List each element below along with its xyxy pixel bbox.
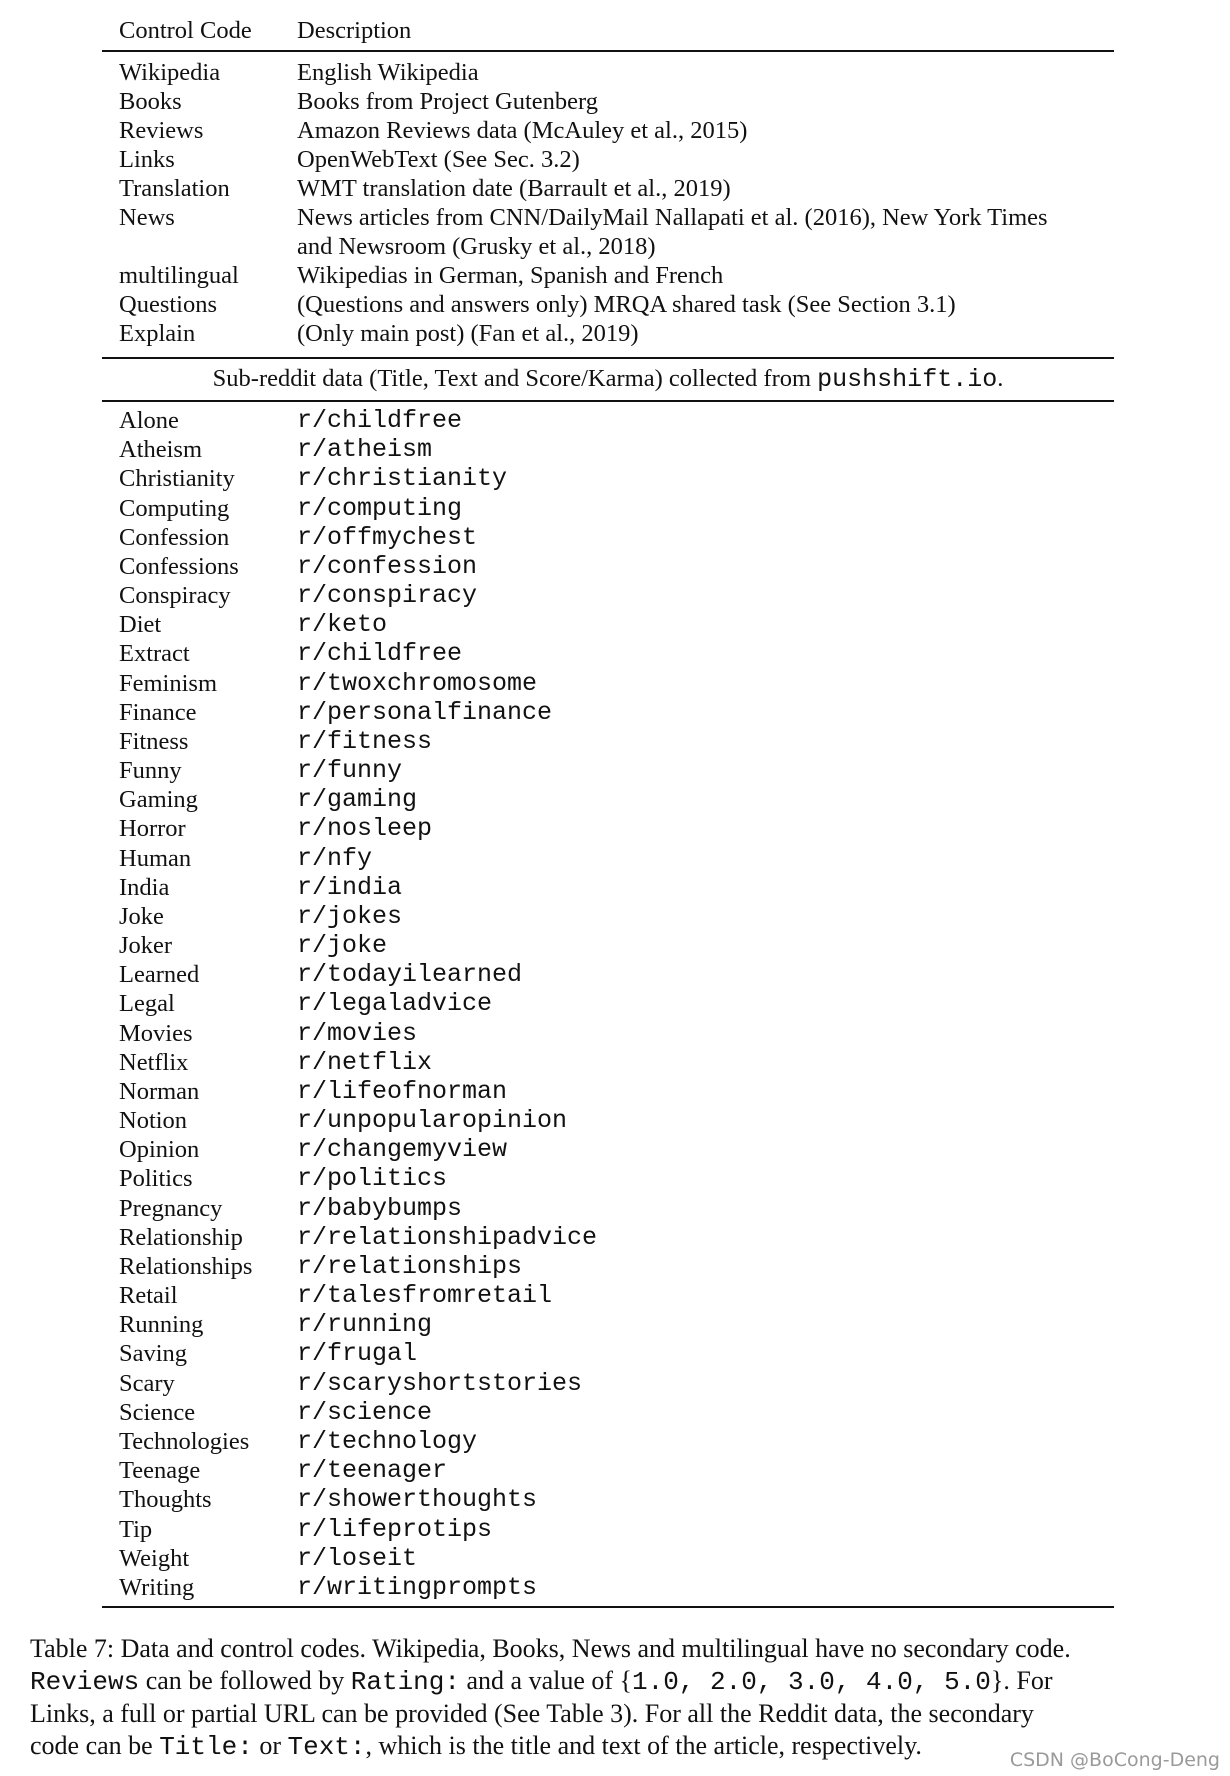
control-code: Politics [119,1165,193,1193]
subreddit-row [0,1077,1230,1106]
subreddit-note-text: Sub-reddit data (Title, Text and Score/Karma) collected from [212,365,818,392]
subreddit-name: r/computing [297,493,463,523]
caption-text: or [252,1731,288,1760]
code-description: Wikipedias in German, Spanish and French [297,262,724,289]
subreddit-row [0,435,1230,464]
header-rule [102,50,1114,52]
control-code: Explain [119,320,196,347]
control-code: Running [119,1311,204,1339]
subreddit-row [0,1310,1230,1339]
caption-text: and a value of { [459,1666,633,1695]
subreddit-row [0,639,1230,668]
caption-rating-code: Rating: [350,1667,460,1697]
subreddit-row [0,1427,1230,1456]
subreddit-row [0,1456,1230,1485]
control-code: Christianity [119,465,235,493]
subreddit-name: r/india [297,872,403,902]
subreddit-row [0,1164,1230,1193]
code-description: Amazon Reviews data (McAuley et al., 2015) [297,117,748,144]
control-code: Joke [119,902,164,930]
subreddit-row [0,727,1230,756]
subreddit-source: pushshift.io [817,365,998,394]
subreddit-name: r/jokes [297,901,403,931]
code-description: (Only main post) (Fan et al., 2019) [297,320,639,347]
subreddit-row [0,494,1230,523]
control-code: Funny [119,757,182,784]
control-code: Relationship [119,1223,243,1251]
subreddit-name: r/unpopularopinion [297,1106,568,1136]
primary-row [0,58,1230,87]
subreddit-name: r/nosleep [297,814,433,844]
subreddit-note-end: . [997,365,1004,392]
primary-row [0,261,1230,290]
subreddit-row [0,756,1230,785]
code-description: Books from Project Gutenberg [297,88,598,115]
subreddit-name: r/frugal [297,1339,418,1369]
caption-text: can be followed by [139,1666,351,1695]
control-code: Questions [119,291,217,318]
subreddit-row [0,1398,1230,1427]
control-code: Opinion [119,1136,200,1164]
subreddit-row [0,814,1230,843]
subreddit-row [0,669,1230,698]
control-code: Thoughts [119,1486,212,1514]
code-description: (Questions and answers only) MRQA shared task (See Section 3.1) [297,291,956,318]
subreddit-name: r/fitness [297,726,433,756]
header-control-code: Control Code [119,17,252,44]
caption-text: , which is the title and text of the article, respectively. [365,1731,922,1760]
subreddit-name: r/keto [297,610,388,640]
subreddit-row [0,464,1230,493]
header-description: Description [297,17,412,44]
control-code: Technologies [119,1428,250,1455]
subreddit-row [0,960,1230,989]
watermark: CSDN @BoCong-Deng [1009,1749,1220,1771]
control-code: Teenage [119,1457,201,1485]
subreddit-row [0,1515,1230,1544]
control-code: Legal [119,990,175,1018]
caption-text: code can be [30,1731,160,1760]
primary-row [0,87,1230,116]
subreddit-row [0,1106,1230,1135]
subreddit-name: r/twoxchromosome [297,668,538,698]
primary-row [0,203,1230,232]
subreddit-row [0,698,1230,727]
subreddit-row [0,1135,1230,1164]
subreddit-row [0,873,1230,902]
control-code: Retail [119,1282,178,1310]
control-code: Saving [119,1340,188,1368]
subreddit-name: r/joke [297,931,388,961]
code-description: WMT translation date (Barrault et al., 2019) [297,175,731,202]
control-code: Computing [119,494,230,522]
subreddit-row [0,785,1230,814]
subreddit-row [0,1194,1230,1223]
subreddit-name: r/conspiracy [297,581,478,610]
primary-row [0,319,1230,348]
subreddit-name: r/changemyview [297,1135,508,1165]
control-code: Science [119,1398,196,1426]
control-code: Pregnancy [119,1194,223,1222]
subreddit-name: r/science [297,1397,433,1427]
caption-line-2 [30,1665,1190,1698]
subreddit-name: r/loseit [297,1543,418,1573]
caption-line-3: Links, a full or partial URL can be provided (See Table 3). For all the Reddit data, the secondary [30,1699,1034,1728]
subreddit-row [0,1573,1230,1602]
subreddit-row [0,989,1230,1018]
control-code: Joker [119,932,173,960]
subreddit-name: r/teenager [297,1456,448,1486]
control-code: Learned [119,961,200,989]
subreddit-name: r/legaladvice [297,989,493,1019]
control-code: Norman [119,1077,200,1105]
subreddit-name: r/scaryshortstories [297,1368,583,1398]
subreddit-name: r/lifeprotips [297,1514,493,1544]
control-code: Fitness [119,727,189,755]
subreddit-name: r/christianity [297,464,508,494]
control-code: Netflix [119,1048,189,1076]
section-rule-bottom [102,400,1114,402]
subreddit-name: r/relationships [297,1251,523,1281]
code-description-continued: and Newsroom (Grusky et al., 2018) [297,233,656,260]
control-code: Feminism [119,669,218,697]
control-code: Relationships [119,1252,253,1280]
control-code: Alone [119,407,179,434]
primary-row [0,116,1230,145]
subreddit-row [0,1485,1230,1514]
subreddit-name: r/politics [297,1164,448,1194]
subreddit-name: r/talesfromretail [297,1281,553,1311]
subreddit-row [0,931,1230,960]
control-code: Extract [119,640,190,668]
subreddit-name: r/gaming [297,785,418,815]
control-code: Scary [119,1369,175,1397]
primary-row-continuation [0,232,1230,261]
control-code: Confession [119,523,230,551]
control-code: Translation [119,175,230,202]
control-code: Movies [119,1019,193,1047]
subreddit-row [0,1019,1230,1048]
caption-title-code: Title: [159,1732,253,1762]
subreddit-name: r/writingprompts [297,1572,538,1602]
control-code: Tip [119,1515,153,1543]
subreddit-row [0,610,1230,639]
control-code: Links [119,146,175,173]
subreddit-name: r/netflix [297,1047,433,1077]
subreddit-name: r/todayilearned [297,960,523,990]
code-description: English Wikipedia [297,59,479,86]
control-code: Atheism [119,436,203,464]
primary-row [0,174,1230,203]
control-code: multilingual [119,262,239,289]
subreddit-row [0,844,1230,873]
subreddit-name: r/personalfinance [297,697,553,727]
subreddit-note [102,364,1114,394]
subreddit-name: r/movies [297,1018,418,1048]
caption-reviews-code: Reviews [30,1667,140,1697]
subreddit-row [0,1281,1230,1310]
subreddit-name: r/showerthoughts [297,1485,538,1515]
subreddit-name: r/technology [297,1427,478,1456]
subreddit-row [0,552,1230,581]
subreddit-row [0,581,1230,610]
subreddit-name: r/babybumps [297,1193,463,1223]
subreddit-name: r/lifeofnorman [297,1076,508,1106]
control-code: Finance [119,698,197,726]
subreddit-row [0,1369,1230,1398]
table-caption [30,1633,1190,1763]
caption-rating-values: 1.0, 2.0, 3.0, 4.0, 5.0 [632,1667,991,1697]
control-code: Confessions [119,552,239,580]
control-code: Gaming [119,786,198,814]
control-code: Horror [119,815,186,843]
control-code: Human [119,844,192,872]
control-code: Writing [119,1573,195,1601]
control-code: Diet [119,611,162,639]
caption-text: }. For [990,1666,1053,1695]
control-code: News [119,204,175,231]
subreddit-row [0,1223,1230,1252]
subreddit-name: r/childfree [297,639,463,669]
subreddit-row [0,1544,1230,1573]
control-code: India [119,873,170,901]
table-bottom-rule [102,1606,1114,1608]
subreddit-row [0,406,1230,435]
subreddit-name: r/running [297,1310,433,1340]
subreddit-row [0,1048,1230,1077]
subreddit-name: r/atheism [297,435,433,465]
caption-text-code: Text: [287,1732,366,1762]
caption-line-1: Table 7: Data and control codes. Wikipedia, Books, News and multilingual have no secondary code. [30,1634,1071,1663]
subreddit-name: r/relationshipadvice [297,1222,598,1252]
subreddit-name: r/nfy [297,843,373,873]
control-code: Books [119,88,182,115]
subreddit-row [0,523,1230,552]
control-code: Conspiracy [119,582,231,609]
primary-row [0,290,1230,319]
subreddit-row [0,902,1230,931]
code-description: News articles from CNN/DailyMail Nallapati et al. (2016), New York Times [297,204,1048,231]
section-rule-top [102,357,1114,359]
control-code: Reviews [119,117,204,144]
control-code: Notion [119,1107,188,1135]
code-description: OpenWebText (See Sec. 3.2) [297,146,580,173]
subreddit-name: r/confession [297,551,478,581]
subreddit-row [0,1339,1230,1368]
control-code: Weight [119,1544,190,1572]
subreddit-row [0,1252,1230,1281]
subreddit-name: r/funny [297,756,403,785]
subreddit-name: r/childfree [297,406,463,435]
primary-row [0,145,1230,174]
subreddit-name: r/offmychest [297,522,478,552]
control-code: Wikipedia [119,59,221,86]
